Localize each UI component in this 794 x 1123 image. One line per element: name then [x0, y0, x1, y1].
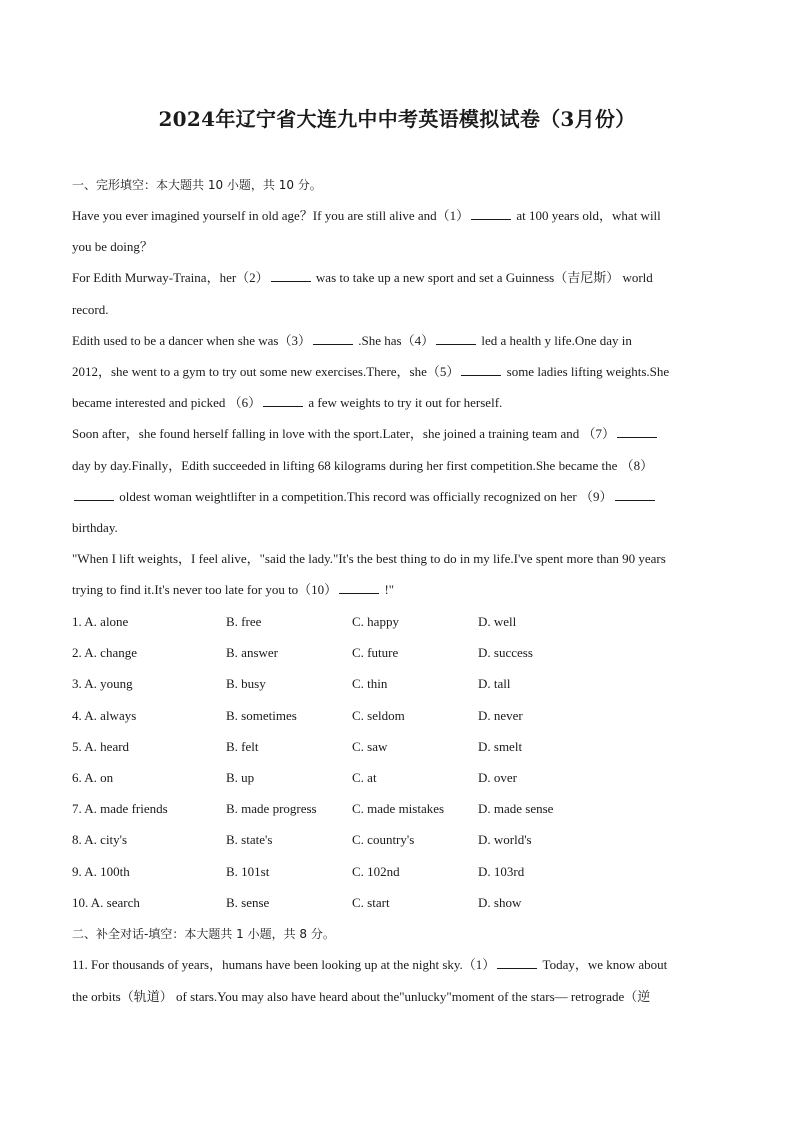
option-choice: C. thin	[352, 676, 388, 692]
passage-line	[72, 270, 732, 286]
passage-line	[72, 426, 732, 442]
question-options-row	[72, 645, 732, 661]
passage-line	[72, 364, 732, 380]
text-segment: !"	[381, 582, 395, 598]
text-segment: became interested and picked （6）	[72, 395, 262, 411]
passage-line	[72, 582, 732, 598]
answer-blank	[461, 364, 501, 376]
question-options-row	[72, 708, 732, 724]
option-choice: B. sense	[226, 894, 270, 910]
answer-blank	[263, 395, 303, 407]
answer-blank	[74, 489, 114, 501]
text-segment: Today，we know about	[539, 957, 668, 972]
question-options-row	[72, 770, 732, 786]
question-options-row	[72, 801, 732, 817]
passage-line	[72, 395, 732, 411]
text-segment: "When I lift weights，I feel alive，"said the lady."It's the best thing to do in my life.I've spent more than 90 years	[72, 551, 666, 567]
option-choice: 10. A. search	[72, 894, 140, 910]
text-segment: Have you ever imagined yourself in old age？If you are still alive and（1）	[72, 208, 470, 223]
passage-line	[72, 489, 732, 505]
question-options-row	[72, 614, 732, 630]
dialogue-line	[72, 989, 732, 1005]
question-options-row	[72, 676, 732, 692]
passage-line	[72, 458, 732, 474]
option-choice: 1. A. alone	[72, 614, 129, 629]
option-choice: D. never	[478, 707, 523, 723]
page-title: 2024年辽宁省大连九中中考英语模拟试卷（3月份）	[158, 107, 636, 131]
option-choice: B. answer	[226, 645, 278, 661]
answer-blank	[313, 333, 353, 345]
option-choice: C. at	[352, 770, 377, 785]
question-options-row	[72, 895, 732, 911]
option-choice: D. over	[478, 770, 517, 785]
option-choice: C. start	[352, 894, 390, 910]
option-choice: 8. A. city's	[72, 832, 128, 848]
option-choice: D. well	[478, 614, 517, 629]
text-segment: record.	[72, 301, 109, 317]
passage-line	[72, 520, 732, 536]
text-segment: 2012，she went to a gym to try out some new exercises.There，she（5）	[72, 364, 460, 379]
option-choice: D. success	[478, 645, 533, 661]
option-choice: C. 102nd	[352, 863, 400, 879]
answer-blank	[339, 582, 379, 594]
text-segment: a few weights to try it out for herself.	[305, 395, 503, 411]
option-choice: 3. A. young	[72, 676, 133, 692]
section-1-heading: 一、完形填空：本大题共 10 小题，共 10 分。	[72, 178, 322, 192]
option-choice: D. smelt	[478, 738, 523, 754]
option-choice: 4. A. always	[72, 707, 137, 723]
option-choice: C. made mistakes	[352, 801, 445, 817]
option-choice: C. happy	[352, 614, 399, 629]
option-choice: B. state's	[226, 832, 273, 848]
option-choice: C. future	[352, 645, 399, 661]
answer-blank	[617, 426, 657, 438]
answer-blank	[471, 208, 511, 220]
text-segment: Soon after，she found herself falling in love with the sport.Later，she joined a training team and （7）	[72, 426, 615, 442]
text-segment: oldest woman weightlifter in a competition.This record was officially recognized on her （9）	[116, 488, 613, 504]
option-choice: B. up	[226, 770, 255, 785]
option-choice: D. 103rd	[478, 863, 525, 879]
text-segment: day by day.Finally，Edith succeeded in lifting 68 kilograms during her first competition.She became the （8）	[72, 457, 654, 473]
option-choice: C. saw	[352, 738, 388, 754]
option-choice: B. sometimes	[226, 707, 297, 723]
option-choice: C. seldom	[352, 707, 405, 723]
option-choice: 7. A. made friends	[72, 801, 168, 817]
option-choice: 9. A. 100th	[72, 863, 130, 879]
text-segment: the orbits（轨道） of stars.You may also have heard about the"unlucky"moment of the stars— retrograde（逆	[72, 988, 651, 1004]
answer-blank	[271, 270, 311, 282]
passage-line	[72, 239, 732, 255]
passage-line	[72, 551, 732, 567]
option-choice: 6. A. on	[72, 770, 114, 785]
dialogue-line	[72, 957, 732, 973]
question-options-row	[72, 832, 732, 848]
text-segment: some ladies lifting weights.She	[503, 364, 670, 379]
question-options-row	[72, 739, 732, 755]
option-choice: D. world's	[478, 832, 532, 848]
option-choice: D. tall	[478, 676, 511, 692]
option-choice: 5. A. heard	[72, 738, 130, 754]
passage-line	[72, 302, 732, 318]
text-segment: trying to find it.It's never too late for you to（10）	[72, 582, 338, 598]
section-2-heading: 二、补全对话-填空：本大题共 1 小题，共 8 分。	[72, 927, 335, 941]
option-choice: 2. A. change	[72, 645, 137, 661]
answer-blank	[497, 957, 537, 969]
option-choice: B. free	[226, 614, 262, 629]
passage-line	[72, 208, 732, 224]
text-segment: you be doing？	[72, 239, 153, 255]
text-segment: Edith used to be a dancer when she was（3）	[72, 332, 311, 348]
text-segment: 11. For thousands of years，humans have been looking up at the night sky.（1）	[72, 957, 496, 972]
passage-line	[72, 333, 732, 349]
answer-blank	[615, 489, 655, 501]
option-choice: B. made progress	[226, 801, 317, 817]
text-segment: birthday.	[72, 520, 118, 535]
option-choice: B. busy	[226, 676, 266, 692]
text-segment: led a health y life.One day in	[478, 332, 632, 348]
text-segment: .She has（4）	[355, 332, 435, 348]
question-options-row	[72, 864, 732, 880]
option-choice: D. show	[478, 894, 522, 910]
text-segment: at 100 years old，what will	[513, 208, 661, 223]
option-choice: B. felt	[226, 738, 259, 754]
text-segment: For Edith Murway-Traina，her（2）	[72, 270, 269, 286]
option-choice: D. made sense	[478, 801, 554, 817]
answer-blank	[436, 333, 476, 345]
option-choice: C. country's	[352, 832, 415, 848]
text-segment: was to take up a new sport and set a Guinness（吉尼斯） world	[312, 270, 653, 286]
option-choice: B. 101st	[226, 863, 270, 879]
